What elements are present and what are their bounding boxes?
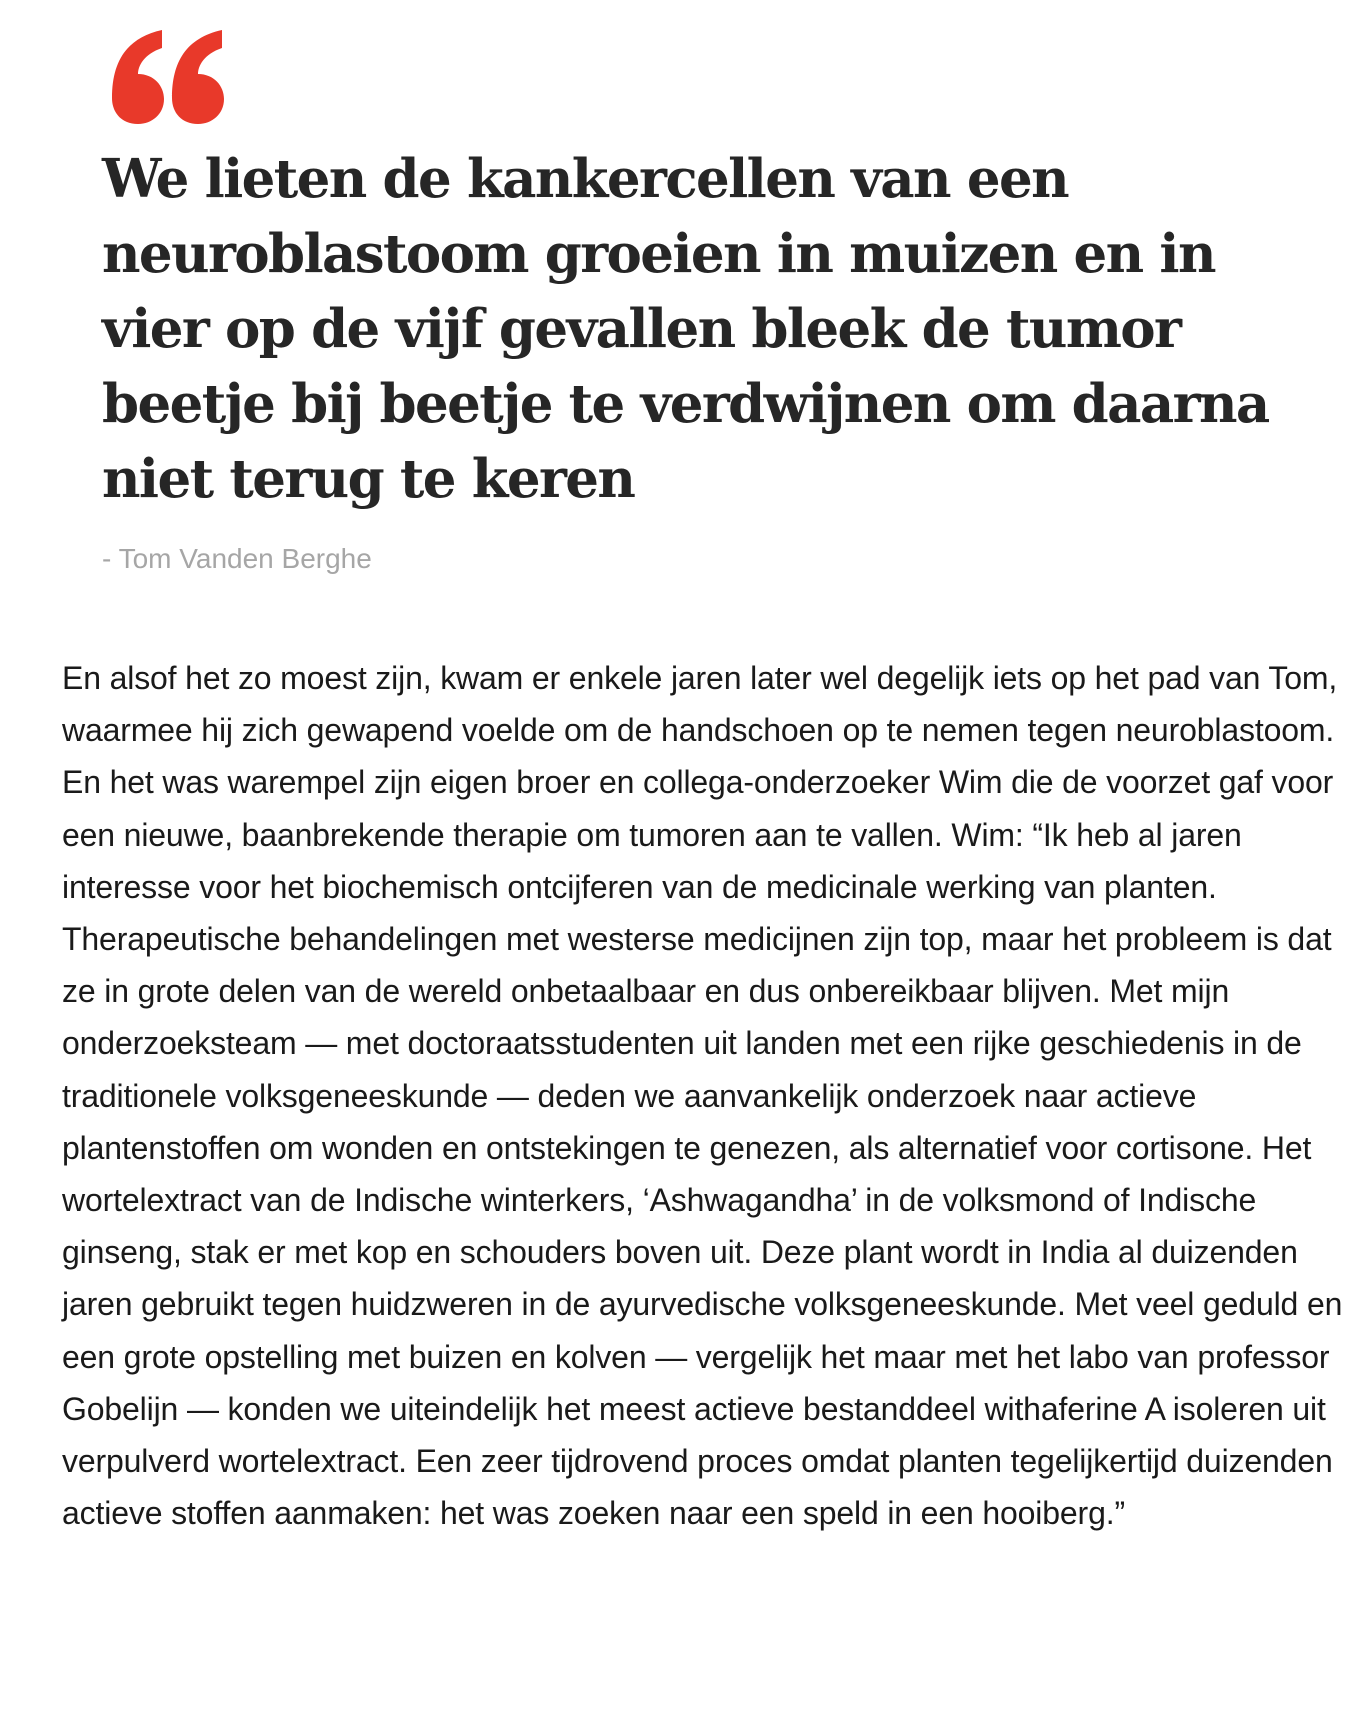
article-paragraph: En alsof het zo moest zijn, kwam er enkele jaren later wel degelijk iets op het pad van Tom, waarmee hij zich gewapend voelde om de handschoen op te nemen tegen neuroblastoom. En het was warempel zijn eigen broer en collega-onderzoeker Wim die de voorzet gaf voor een nieuwe, baanbrekende therapie om tumoren aan te vallen. Wim: “Ik heb al jaren interesse voor het biochemisch ontcijferen van de medicinale werking van planten. Therapeutische behandelingen met westerse medicijnen zijn top, maar het probleem is dat ze in grote delen van de wereld onbetaalbaar en dus onbereikbaar blijven. Met mijn onderzoeksteam — met doctoraatsstudenten uit landen met een rijke geschiedenis in de traditionele volksgeneeskunde — deden we aanvankelijk onderzoek naar actieve plantenstoffen om wonden en ontstekingen te genezen, als alternatief voor cortisone. Het wortelextract van de Indische winterkers, ‘Ashwagandha’ in de volksmond of Indische ginseng, stak er met kop en schouders boven uit. Deze plant wordt in India al duizenden jaren gebruikt tegen huidzweren in de ayurvedische volksgeneeskunde. Met veel geduld en een grote opstelling met buizen en kolven — vergelijk het maar met het labo van professor Gobelijn — konden we uiteindelijk het meest actieve bestanddeel withaferine A isoleren uit verpulverd wortelextract. Een zeer tijdrovend proces omdat planten tegelijkertijd duizenden actieve stoffen aanmaken: het was zoeken naar een speld in een hooiberg.”: [62, 660, 1343, 1532]
quotation-mark-icon: [102, 28, 232, 124]
quotation-mark-left: [112, 30, 164, 124]
pull-quote: [102, 28, 1302, 577]
quotation-mark-right: [172, 30, 224, 124]
quote-text: We lieten de kankercellen van een neuroblastoom groeien in muizen en in vier op de vijf gevallen bleek de tumor beetje bij beetje te verdwijnen om daarna niet terug te keren: [102, 148, 1269, 510]
quote-author: - Tom Vanden Berghe: [102, 543, 372, 574]
